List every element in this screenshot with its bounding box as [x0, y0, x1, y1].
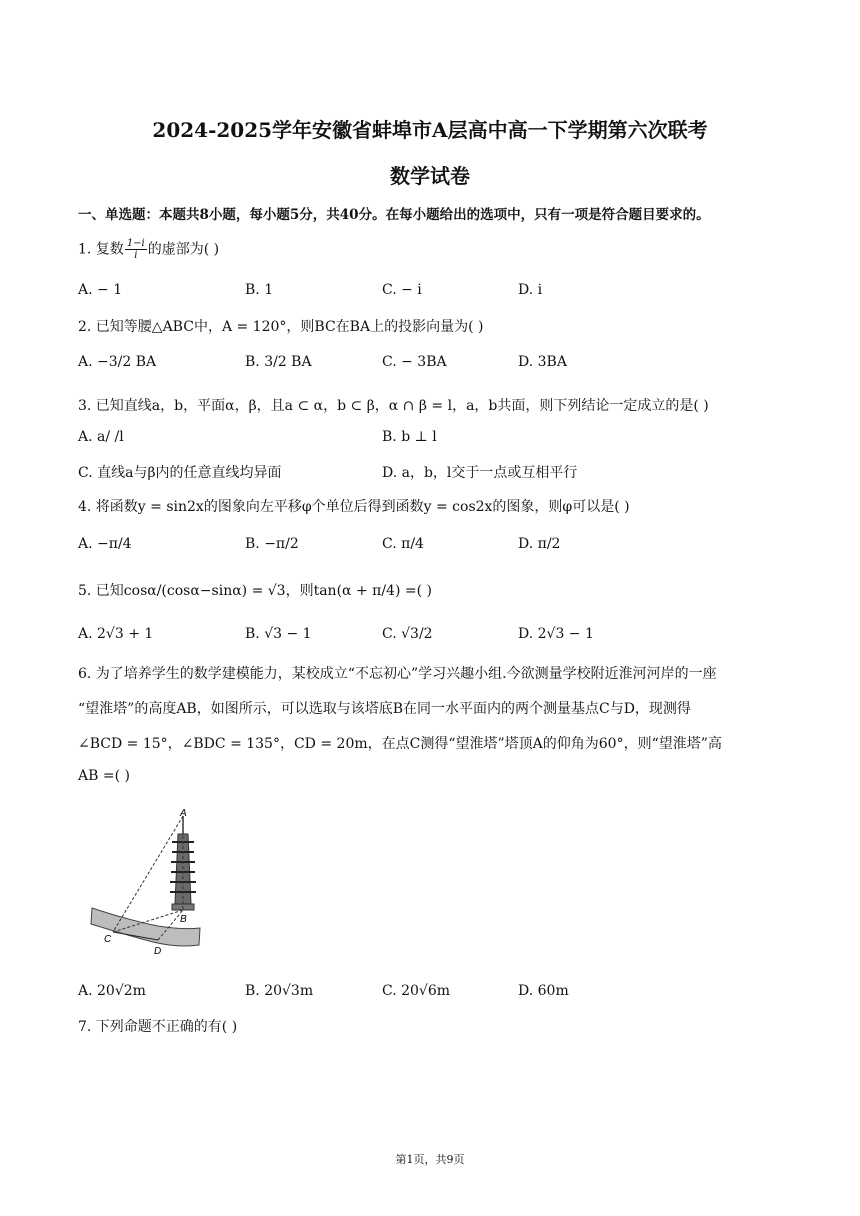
label-d: D	[154, 946, 162, 957]
q1-option-a: A. − 1	[78, 282, 123, 298]
q4-option-d: D. π/2	[518, 536, 561, 552]
q2-option-a: A. −3/2 BA	[78, 354, 157, 370]
exam-subtitle: 数学试卷	[390, 164, 470, 188]
q6-option-a: A. 20√2m	[78, 983, 146, 999]
q6-option-d: D. 60m	[518, 983, 569, 999]
q3-option-b: B. b ⊥ l	[382, 429, 437, 445]
page-footer: 第1页，共9页	[395, 1153, 465, 1166]
q2-option-c: C. − 3BA	[382, 354, 447, 370]
question-2: 2. 已知等腰△ABC中，A = 120°，则BC在BA上的投影向量为( )	[78, 319, 484, 335]
question-6-line-4: AB =( )	[78, 768, 130, 784]
q6-option-c: C. 20√6m	[382, 983, 451, 999]
question-4: 4. 将函数y = sin2x的图象向左平移φ个单位后得到函数y = cos2x的图象，则φ可以是( )	[78, 499, 630, 515]
q1-option-c: C. − i	[382, 282, 422, 298]
label-c: C	[104, 934, 112, 945]
q2-option-d: D. 3BA	[518, 354, 567, 370]
label-b: B	[180, 914, 187, 925]
q5-option-d: D. 2√3 − 1	[518, 626, 594, 642]
question-6-line-3: ∠BCD = 15°，∠BDC = 135°，CD = 20m，在点C测得“望淮塔”塔顶A的仰角为60°，则“望淮塔”高	[78, 736, 722, 752]
question-6-line-1: 6. 为了培养学生的数学建模能力，某校成立“不忘初心”学习兴趣小组.今欲测量学校附近淮河河岸的一座	[78, 666, 717, 682]
q3-option-c: C. 直线a与β内的任意直线均异面	[78, 465, 282, 481]
q1-option-d: D. i	[518, 282, 543, 298]
q4-option-b: B. −π/2	[245, 536, 299, 552]
q5-option-b: B. √3 − 1	[245, 626, 312, 642]
q1-suffix: 的虚部为( )	[147, 241, 220, 258]
q2-option-b: B. 3/2 BA	[245, 354, 312, 370]
q5-option-a: A. 2√3 + 1	[78, 626, 154, 642]
question-7: 7. 下列命题不正确的有( )	[78, 1019, 238, 1035]
q1-prefix: 1. 复数	[78, 241, 124, 258]
q1-denominator: i	[134, 250, 138, 261]
q3-option-a: A. a/ /l	[78, 429, 124, 445]
question-1	[78, 238, 219, 261]
q1-option-b: B. 1	[245, 282, 274, 298]
question-5: 5. 已知cosα/(cosα−sinα) = √3，则tan(α + π/4) =( )	[78, 583, 432, 599]
label-a: A	[180, 808, 187, 819]
q1-numerator: 1−i	[126, 238, 145, 249]
q4-option-c: C. π/4	[382, 536, 424, 552]
q1-fraction	[125, 238, 147, 261]
question-3: 3. 已知直线a，b，平面α，β，且a ⊂ α，b ⊂ β，α ∩ β = l，a，b共面，则下列结论一定成立的是( )	[78, 398, 709, 414]
q5-option-c: C. √3/2	[382, 626, 433, 642]
question-6-line-2: “望淮塔”的高度AB，如图所示，可以选取与该塔底B在同一水平面内的两个测量基点C与D，现测得	[78, 701, 691, 717]
exam-title: 2024-2025学年安徽省蚌埠市A层高中高一下学期第六次联考	[152, 118, 708, 142]
tower-figure	[88, 808, 203, 958]
q3-option-d: D. a，b，l交于一点或互相平行	[382, 465, 578, 481]
q4-option-a: A. −π/4	[78, 536, 132, 552]
q6-option-b: B. 20√3m	[245, 983, 314, 999]
section-heading: 一、单选题：本题共8小题，每小题5分，共40分。在每小题给出的选项中，只有一项是符合题目要求的。	[78, 207, 710, 223]
